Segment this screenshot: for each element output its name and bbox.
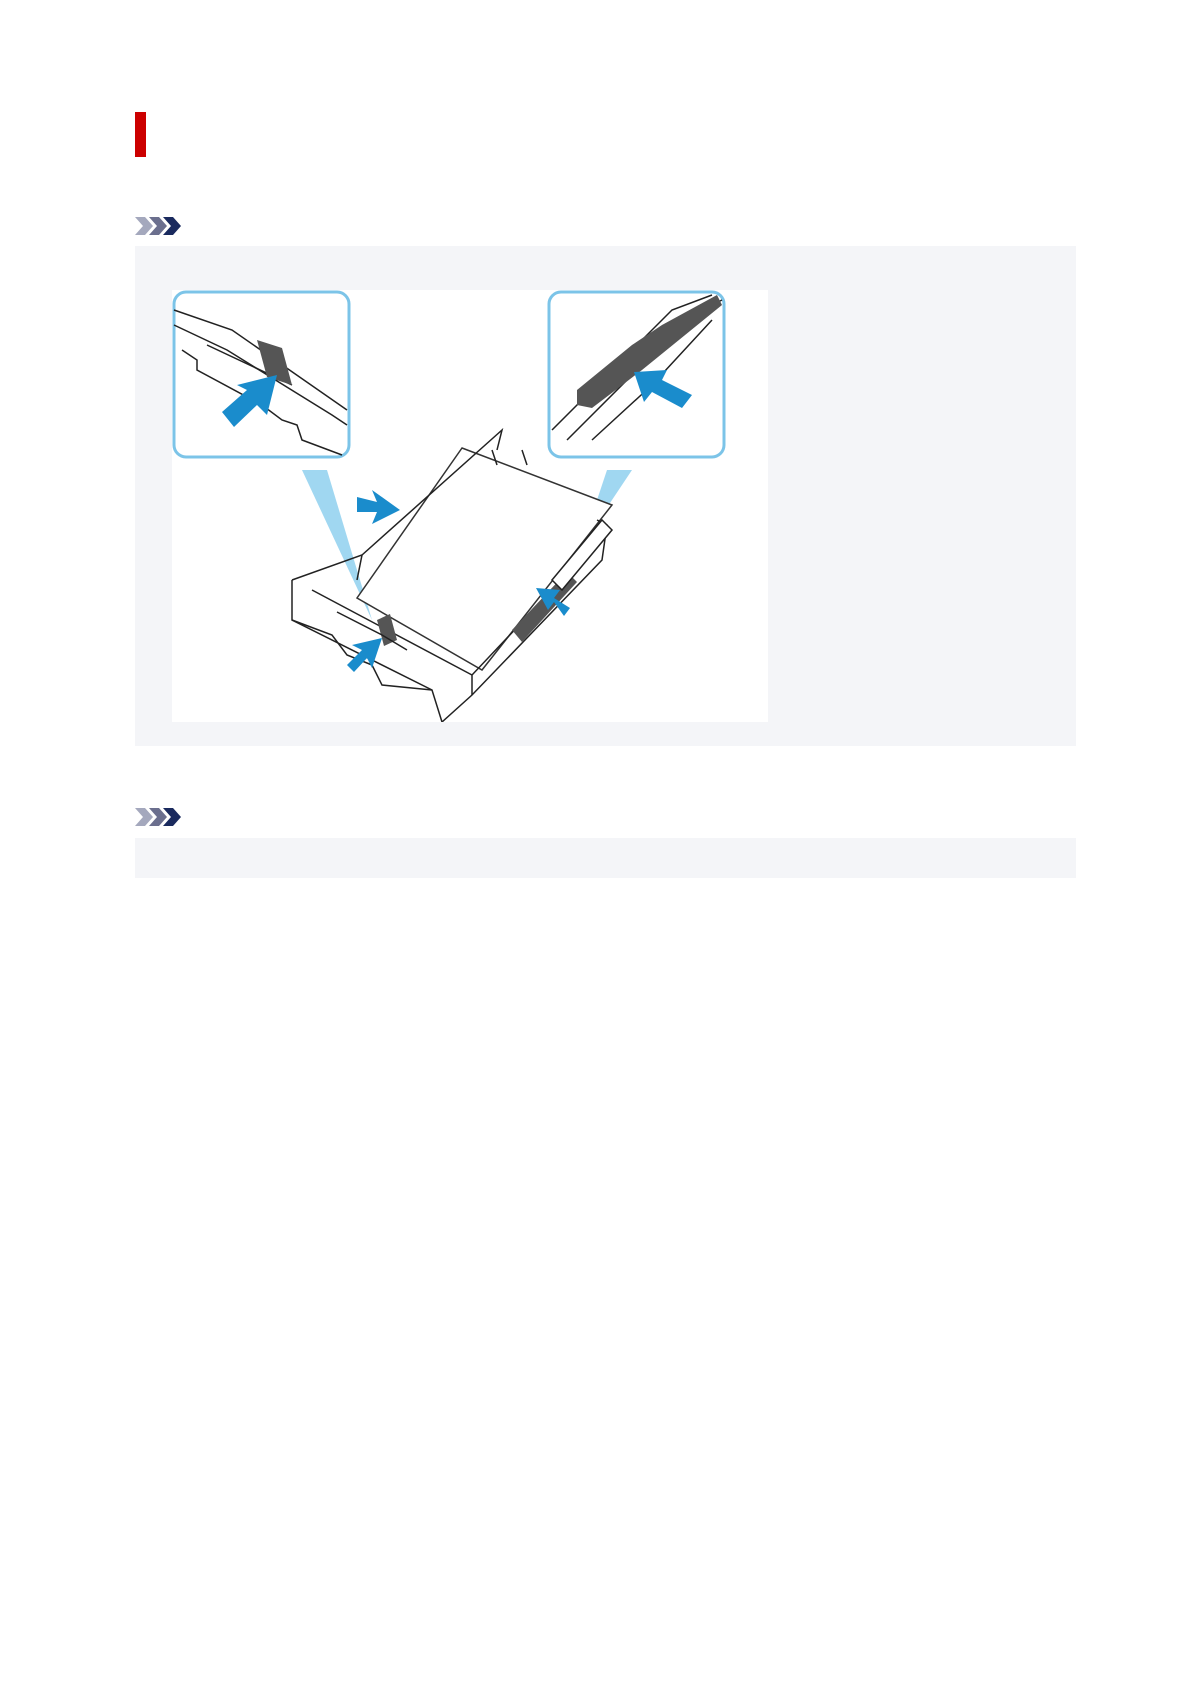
section-marker (135, 112, 146, 157)
paper-cassette-illustration (172, 290, 768, 722)
note-chevron-arrows-icon (135, 215, 185, 237)
callout-left (174, 292, 349, 457)
callout-right (549, 292, 724, 457)
arrow-front (347, 638, 382, 672)
arrow-back (357, 490, 400, 524)
note-box-2 (135, 838, 1076, 878)
paper-cassette-drawing (172, 290, 768, 722)
note-box (135, 246, 1076, 746)
note-chevron-arrows-icon-2 (135, 806, 185, 828)
